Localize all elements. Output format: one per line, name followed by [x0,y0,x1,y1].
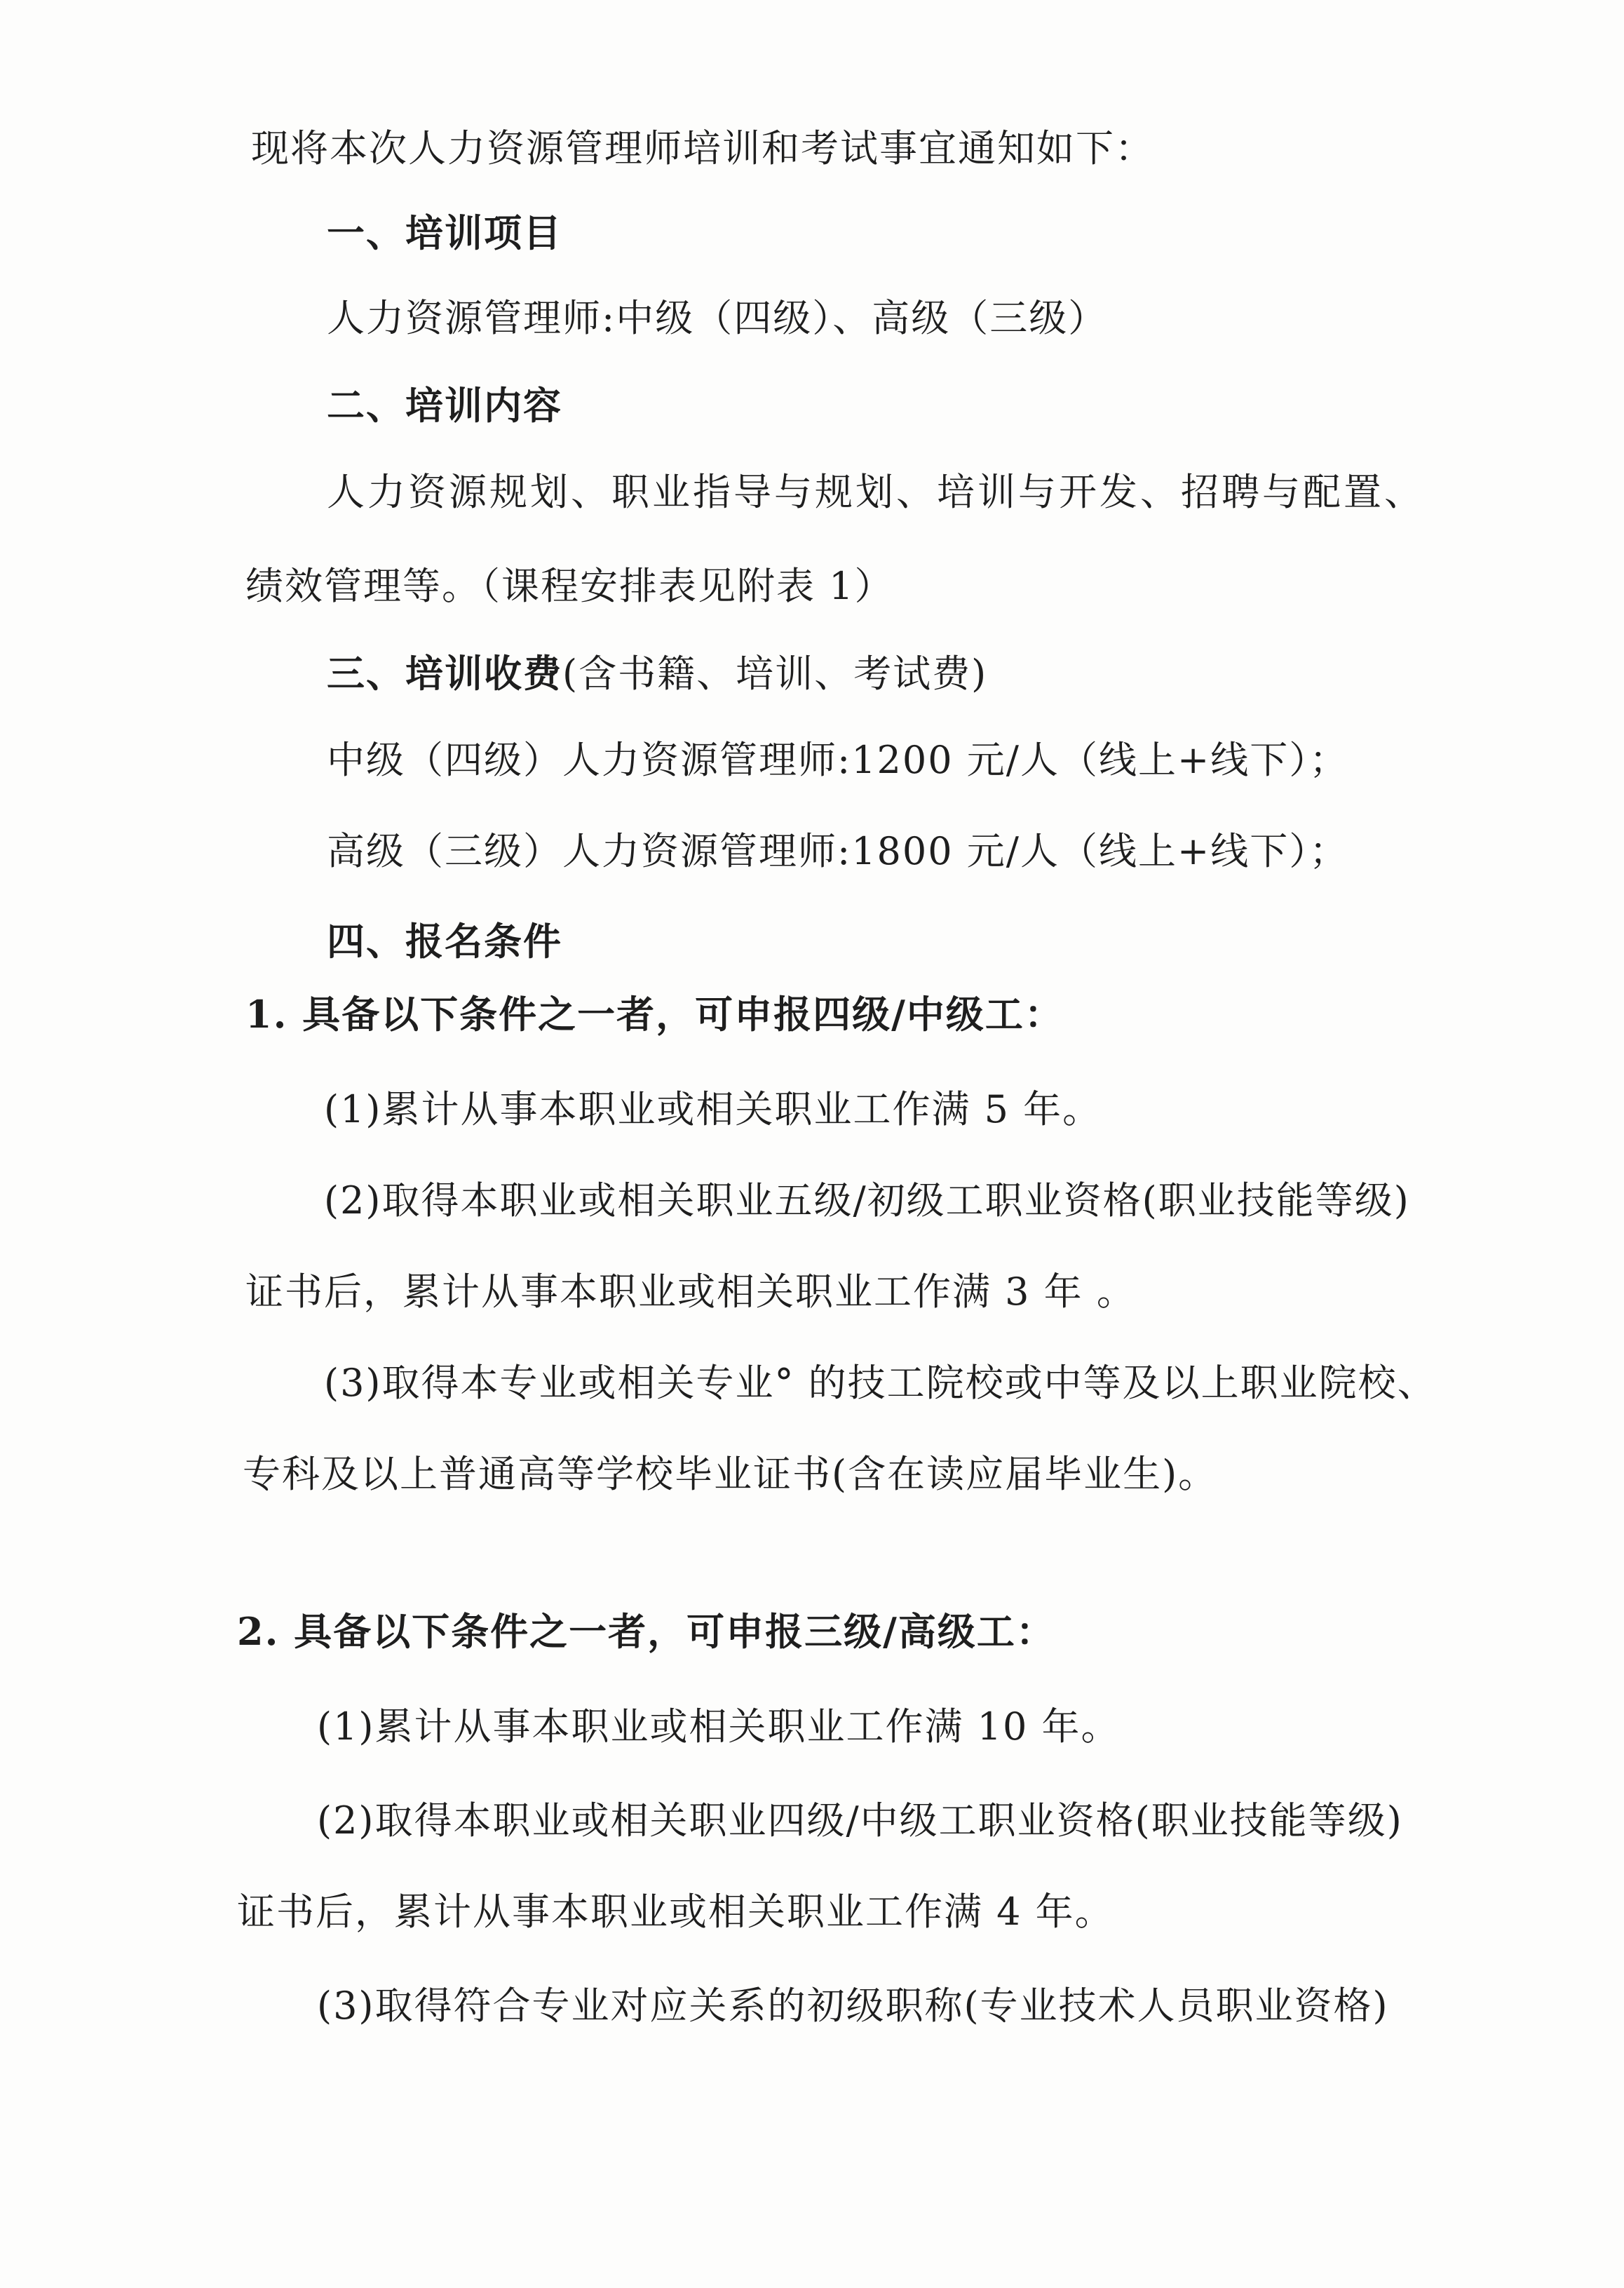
group1-title: 1. 具备以下条件之一者，可申报四级/中级工： [245,992,1064,1037]
section2-body-line2: 绩效管理等。（课程安排表见附表 1） [245,564,894,608]
fee-mid-level: 中级（四级）人力资源管理师:1200 元/人（线上+线下）； [327,738,1349,782]
group2-item2-line1: (2)取得本职业或相关职业四级/中级工职业资格(职业技能等级) [317,1798,1403,1843]
section2-body-line1: 人力资源规划、职业指导与规划、培训与开发、招聘与配置、 [327,470,1425,514]
section3-heading: 三、培训收费 [327,651,562,696]
fee-high-level: 高级（三级）人力资源管理师:1800 元/人（线上+线下）； [327,829,1349,873]
group2-title: 2. 具备以下条件之一者，可申报三级/高级工： [237,1609,1055,1654]
section3-heading-note: (含书籍、培训、考试费) [562,652,988,696]
group2-item3-line1: (3)取得符合专业对应关系的初级职称(专业技术人员职业资格) [317,1984,1389,2028]
group1-item3-line1: (3)取得本专业或相关专业° 的技工院校或中等及以上职业院校、 [324,1361,1437,1405]
section1-body: 人力资源管理师:中级（四级）、高级（三级） [327,296,1108,340]
group1-item1: (1)累计从事本职业或相关职业工作满 5 年。 [324,1087,1102,1131]
section1-heading: 一、培训项目 [327,210,562,255]
section4-heading: 四、报名条件 [327,919,562,964]
group2-item2-line2: 证书后，累计从事本职业或相关职业工作满 4 年。 [237,1890,1114,1934]
group1-item2-line2: 证书后，累计从事本职业或相关职业工作满 3 年 。 [245,1270,1136,1314]
group2-item1: (1)累计从事本职业或相关职业工作满 10 年。 [317,1704,1121,1749]
section2-heading: 二、培训内容 [327,383,562,428]
group1-item2-line1: (2)取得本职业或相关职业五级/初级工职业资格(职业技能等级) [324,1178,1410,1223]
intro-text: 现将本次人力资源管理师培训和考试事宜通知如下： [251,126,1154,170]
group1-item3-line2: 专科及以上普通高等学校毕业证书(含在读应届毕业生)。 [243,1452,1218,1496]
section3-heading-line [327,652,987,695]
